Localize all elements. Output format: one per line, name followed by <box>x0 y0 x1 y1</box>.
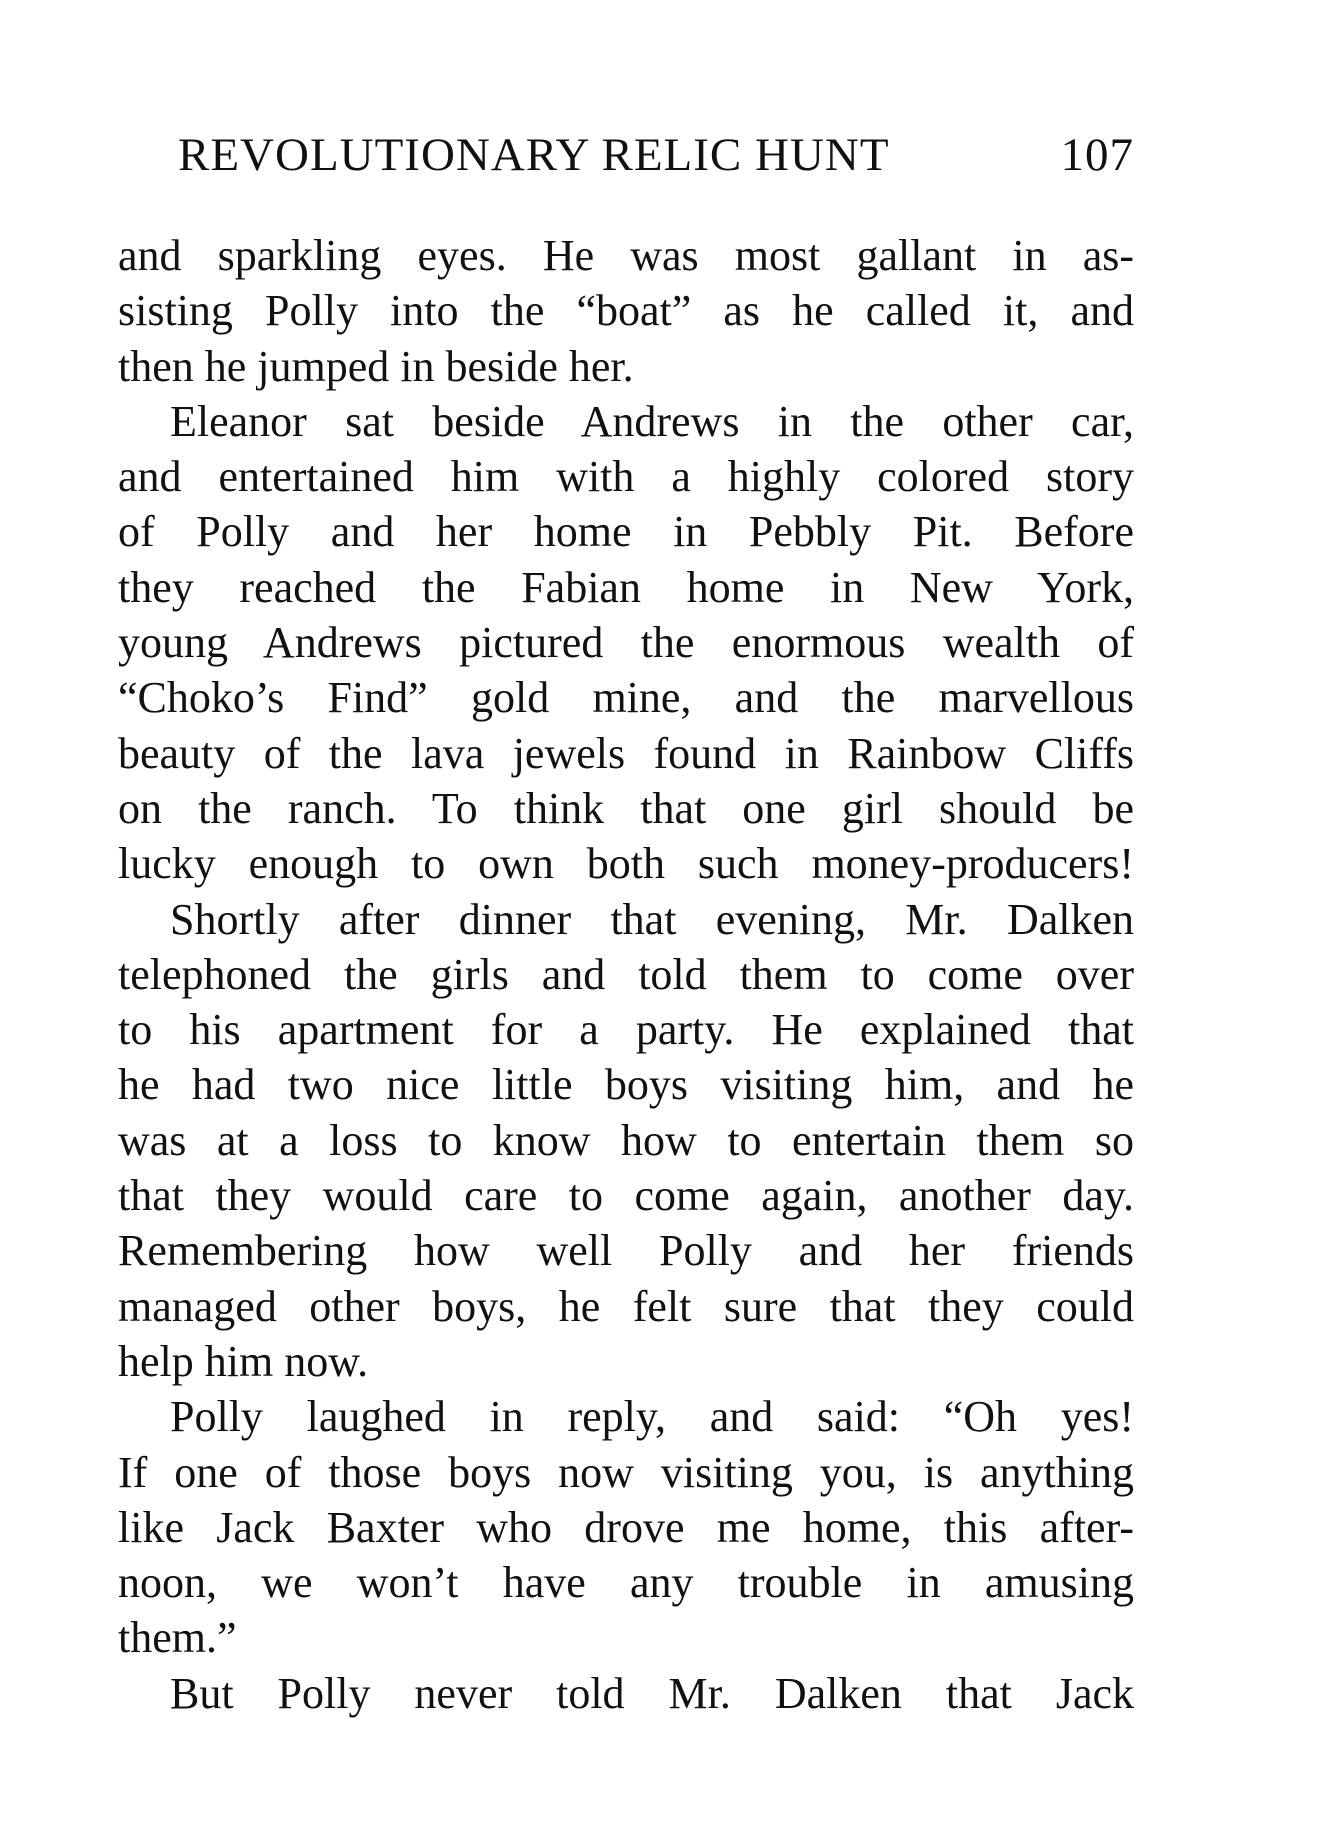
text-line: “Choko’s Find” gold mine, and the marvellous <box>118 673 1134 723</box>
text-line: telephoned the girls and told them to come over <box>118 949 1134 999</box>
page-number: 107 <box>1060 129 1134 181</box>
text-line: managed other boys, he felt sure that they could <box>118 1281 1134 1331</box>
running-head <box>178 128 1134 188</box>
text-line: he had two nice little boys visiting him, and he <box>118 1060 1134 1110</box>
text-line: beauty of the lava jewels found in Rainbow Cliffs <box>118 728 1134 778</box>
text-line: they reached the Fabian home in New York, <box>118 562 1134 612</box>
text-line: young Andrews pictured the enormous wealth of <box>118 618 1134 668</box>
text-line: then he jumped in beside her. <box>118 341 634 391</box>
text-line: to his apartment for a party. He explained that <box>118 1005 1134 1055</box>
text-line: Remembering how well Polly and her friends <box>118 1226 1134 1276</box>
text-line: help him now. <box>118 1336 369 1386</box>
text-line: Shortly after dinner that evening, Mr. Dalken <box>170 894 1134 944</box>
text-line: If one of those boys now visiting you, is anything <box>118 1447 1134 1497</box>
text-line: noon, we won’t have any trouble in amusing <box>118 1558 1134 1608</box>
text-line: that they would care to come again, another day. <box>118 1171 1134 1221</box>
text-line: was at a loss to know how to entertain them so <box>118 1115 1134 1165</box>
text-line: and sparkling eyes. He was most gallant in as- <box>118 231 1134 280</box>
text-line: and entertained him with a highly colored story <box>118 452 1134 502</box>
text-line: of Polly and her home in Pebbly Pit. Before <box>118 507 1134 557</box>
text-line: like Jack Baxter who drove me home, this after- <box>118 1502 1134 1552</box>
text-line: lucky enough to own both such money-producers! <box>118 839 1134 889</box>
text-line: on the ranch. To think that one girl should be <box>118 783 1134 833</box>
text-line: Polly laughed in reply, and said: “Oh yes! <box>170 1392 1134 1442</box>
text-line: Eleanor sat beside Andrews in the other car, <box>170 396 1134 446</box>
running-head-title: REVOLUTIONARY RELIC HUNT <box>178 129 890 181</box>
text-line: them.” <box>118 1613 237 1663</box>
body-text <box>118 228 1134 1721</box>
text-line: sisting Polly into the “boat” as he called it, and <box>118 286 1134 336</box>
text-line: But Polly never told Mr. Dalken that Jack <box>170 1668 1134 1718</box>
